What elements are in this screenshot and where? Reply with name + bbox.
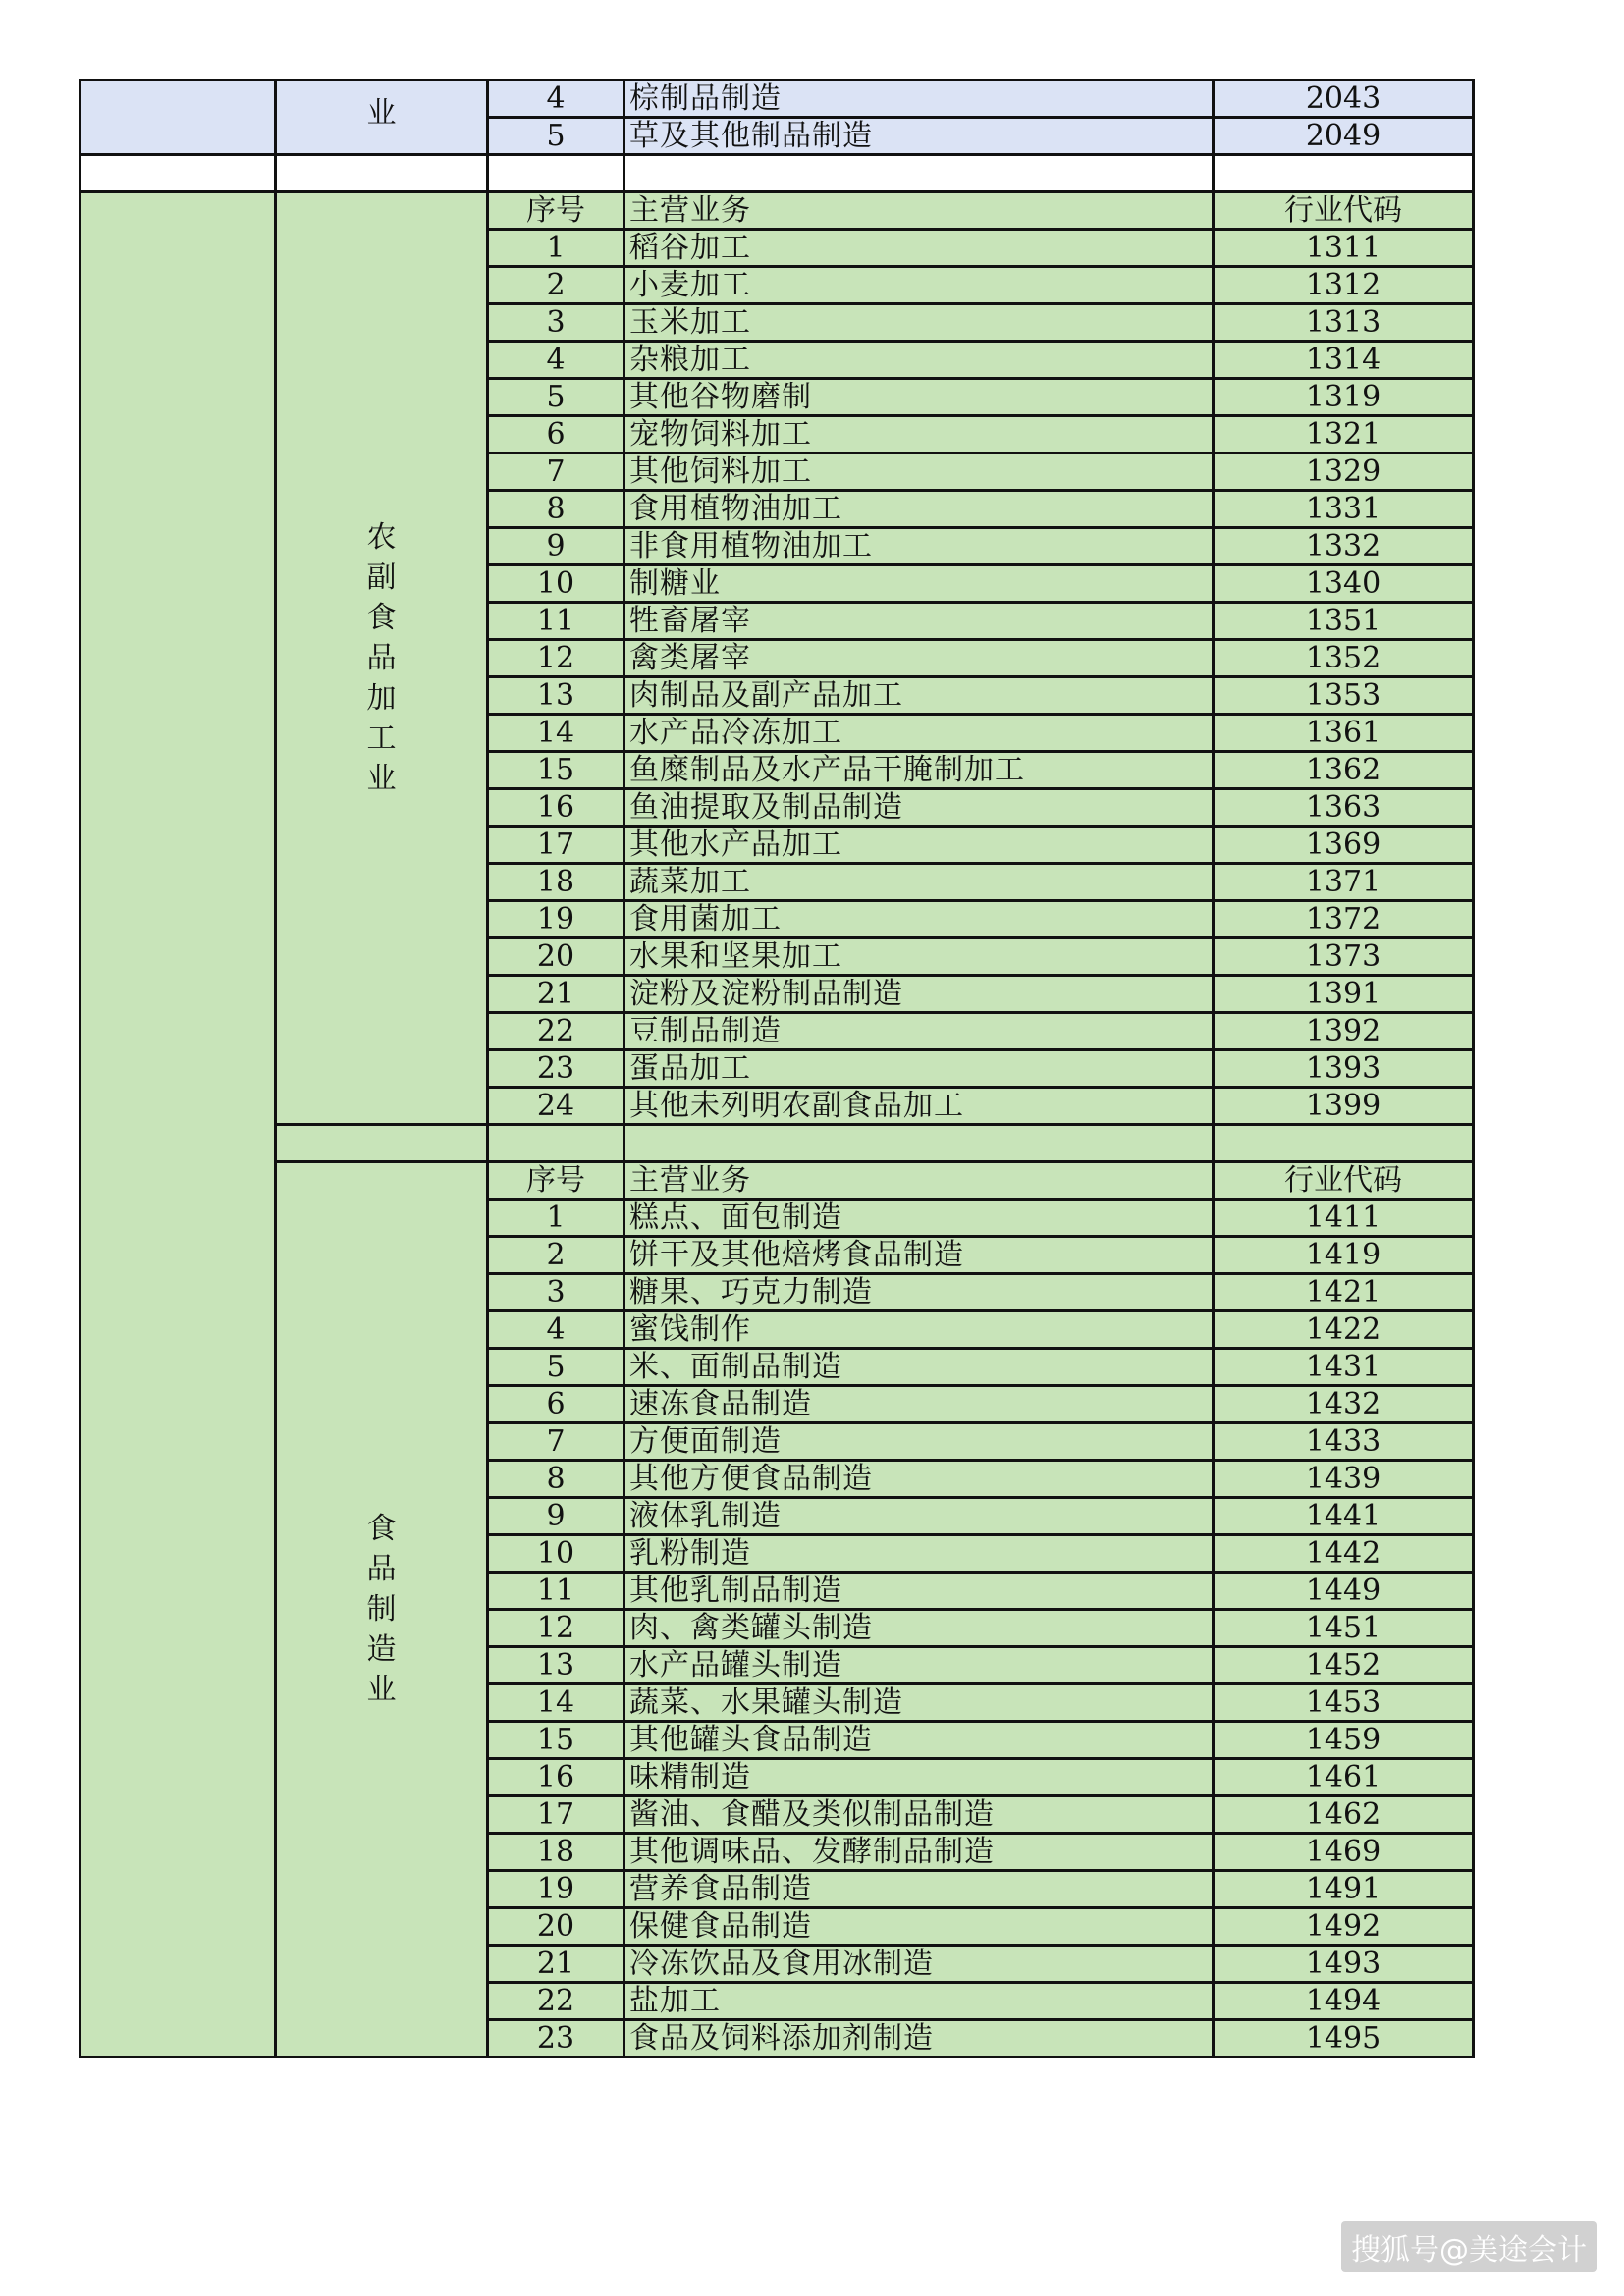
business-name: 牲畜屠宰 (624, 603, 1214, 640)
row-number: 5 (488, 118, 624, 155)
row-number: 18 (488, 1834, 624, 1871)
industry-code: 1462 (1214, 1796, 1474, 1834)
industry-code: 2043 (1214, 80, 1474, 118)
empty-cell (276, 1125, 488, 1162)
business-name: 蔬菜、水果罐头制造 (624, 1684, 1214, 1722)
row-number: 9 (488, 528, 624, 565)
industry-code: 1453 (1214, 1684, 1474, 1722)
business-name: 方便面制造 (624, 1423, 1214, 1461)
row-number: 22 (488, 1983, 624, 2020)
row-number: 6 (488, 416, 624, 454)
category-char: 制 (366, 1592, 397, 1627)
row-number: 7 (488, 454, 624, 491)
industry-code: 1311 (1214, 230, 1474, 267)
business-name: 玉米加工 (624, 304, 1214, 342)
row-number: 3 (488, 304, 624, 342)
industry-code: 1449 (1214, 1573, 1474, 1610)
business-name: 肉、禽类罐头制造 (624, 1610, 1214, 1647)
row-number: 16 (488, 789, 624, 827)
empty-cell (624, 155, 1214, 192)
row-number: 2 (488, 267, 624, 304)
business-name: 食用菌加工 (624, 901, 1214, 938)
separator-row (81, 155, 1474, 192)
industry-code: 1491 (1214, 1871, 1474, 1908)
row-number: 22 (488, 1013, 624, 1050)
business-name: 禽类屠宰 (624, 640, 1214, 677)
industry-code: 1459 (1214, 1722, 1474, 1759)
industry-code: 1432 (1214, 1386, 1474, 1423)
industry-code: 1332 (1214, 528, 1474, 565)
header-row (81, 192, 1474, 230)
watermark: 搜狐号@美途会计 (1341, 2221, 1597, 2272)
business-name: 糕点、面包制造 (624, 1200, 1214, 1237)
business-name: 宠物饲料加工 (624, 416, 1214, 454)
header-code: 行业代码 (1214, 1162, 1474, 1200)
row-number: 11 (488, 603, 624, 640)
row-number: 1 (488, 1200, 624, 1237)
industry-code: 1351 (1214, 603, 1474, 640)
business-name: 水产品冷冻加工 (624, 715, 1214, 752)
header-code: 行业代码 (1214, 192, 1474, 230)
row-number: 6 (488, 1386, 624, 1423)
business-name: 杂粮加工 (624, 342, 1214, 379)
business-name: 非食用植物油加工 (624, 528, 1214, 565)
business-name: 水产品罐头制造 (624, 1647, 1214, 1684)
row-number: 1 (488, 230, 624, 267)
row-number: 8 (488, 491, 624, 528)
industry-code: 1331 (1214, 491, 1474, 528)
category-char: 业 (366, 96, 397, 131)
row-number: 3 (488, 1274, 624, 1311)
business-name: 水果和坚果加工 (624, 938, 1214, 976)
business-name: 盐加工 (624, 1983, 1214, 2020)
industry-code: 1361 (1214, 715, 1474, 752)
industry-code: 1329 (1214, 454, 1474, 491)
industry-code: 1373 (1214, 938, 1474, 976)
row-number: 24 (488, 1088, 624, 1125)
business-name: 稻谷加工 (624, 230, 1214, 267)
empty-cell (488, 155, 624, 192)
row-number: 5 (488, 1349, 624, 1386)
row-number: 17 (488, 1796, 624, 1834)
category-char: 工 (366, 721, 397, 756)
industry-code: 1312 (1214, 267, 1474, 304)
row-number: 21 (488, 1946, 624, 1983)
row-number: 9 (488, 1498, 624, 1535)
business-name: 其他调味品、发酵制品制造 (624, 1834, 1214, 1871)
business-name: 液体乳制造 (624, 1498, 1214, 1535)
empty-cell (81, 155, 276, 192)
table-row (81, 80, 1474, 118)
business-name: 蔬菜加工 (624, 864, 1214, 901)
industry-code: 1321 (1214, 416, 1474, 454)
header-row (81, 1162, 1474, 1200)
industry-code: 1441 (1214, 1498, 1474, 1535)
industry-code: 1353 (1214, 677, 1474, 715)
header-no: 序号 (488, 1162, 624, 1200)
industry-code: 1492 (1214, 1908, 1474, 1946)
industry-code: 1439 (1214, 1461, 1474, 1498)
empty-cell (1214, 1125, 1474, 1162)
business-name: 其他罐头食品制造 (624, 1722, 1214, 1759)
row-number: 5 (488, 379, 624, 416)
empty-cell (1214, 155, 1474, 192)
business-name: 味精制造 (624, 1759, 1214, 1796)
industry-code: 1469 (1214, 1834, 1474, 1871)
business-name: 营养食品制造 (624, 1871, 1214, 1908)
industry-code: 1393 (1214, 1050, 1474, 1088)
business-name: 保健食品制造 (624, 1908, 1214, 1946)
industry-code: 1419 (1214, 1237, 1474, 1274)
separator-row (81, 1125, 1474, 1162)
business-name: 米、面制品制造 (624, 1349, 1214, 1386)
header-no: 序号 (488, 192, 624, 230)
industry-code: 1313 (1214, 304, 1474, 342)
row-number: 7 (488, 1423, 624, 1461)
category-char: 造 (366, 1632, 397, 1667)
category-char: 业 (366, 1673, 397, 1707)
row-number: 23 (488, 2020, 624, 2057)
row-number: 11 (488, 1573, 624, 1610)
industry-code: 1442 (1214, 1535, 1474, 1573)
business-name: 其他未列明农副食品加工 (624, 1088, 1214, 1125)
business-name: 其他饲料加工 (624, 454, 1214, 491)
business-name: 肉制品及副产品加工 (624, 677, 1214, 715)
business-name: 食用植物油加工 (624, 491, 1214, 528)
industry-code-table (79, 79, 1475, 2058)
business-name: 鱼油提取及制品制造 (624, 789, 1214, 827)
row-number: 20 (488, 938, 624, 976)
row-number: 10 (488, 1535, 624, 1573)
business-name: 小麦加工 (624, 267, 1214, 304)
business-name: 制糖业 (624, 565, 1214, 603)
industry-code: 1493 (1214, 1946, 1474, 1983)
row-number: 4 (488, 342, 624, 379)
industry-code: 1391 (1214, 976, 1474, 1013)
business-name: 酱油、食醋及类似制品制造 (624, 1796, 1214, 1834)
category-partial-glyph (277, 80, 486, 98)
empty-cell (624, 1125, 1214, 1162)
business-name: 糖果、巧克力制造 (624, 1274, 1214, 1311)
industry-code: 1363 (1214, 789, 1474, 827)
business-name: 淀粉及淀粉制品制造 (624, 976, 1214, 1013)
row-number: 8 (488, 1461, 624, 1498)
empty-cell (488, 1125, 624, 1162)
row-number: 14 (488, 1684, 624, 1722)
row-number: 13 (488, 677, 624, 715)
sector-cell (81, 80, 276, 155)
category-char: 品 (366, 641, 397, 675)
industry-code: 1431 (1214, 1349, 1474, 1386)
business-name: 食品及饲料添加剂制造 (624, 2020, 1214, 2057)
row-number: 19 (488, 901, 624, 938)
category-char: 加 (366, 681, 397, 716)
industry-code: 1494 (1214, 1983, 1474, 2020)
business-name: 其他方便食品制造 (624, 1461, 1214, 1498)
business-name: 冷冻饮品及食用冰制造 (624, 1946, 1214, 1983)
industry-code: 1340 (1214, 565, 1474, 603)
industry-code: 1392 (1214, 1013, 1474, 1050)
business-name: 草及其他制品制造 (624, 118, 1214, 155)
empty-cell (276, 155, 488, 192)
industry-code: 1371 (1214, 864, 1474, 901)
table-body (81, 80, 1474, 2057)
category-char: 副 (366, 561, 397, 595)
row-number: 13 (488, 1647, 624, 1684)
row-number: 21 (488, 976, 624, 1013)
industry-code: 1411 (1214, 1200, 1474, 1237)
row-number: 16 (488, 1759, 624, 1796)
row-number: 4 (488, 80, 624, 118)
industry-code: 1422 (1214, 1311, 1474, 1349)
industry-code: 1421 (1214, 1274, 1474, 1311)
row-number: 19 (488, 1871, 624, 1908)
header-name: 主营业务 (624, 1162, 1214, 1200)
business-name: 速冻食品制造 (624, 1386, 1214, 1423)
category-cell (276, 80, 488, 155)
category-char: 食 (366, 1512, 397, 1546)
industry-code: 1319 (1214, 379, 1474, 416)
row-number: 2 (488, 1237, 624, 1274)
category-cell (276, 192, 488, 1125)
header-name: 主营业务 (624, 192, 1214, 230)
row-number: 4 (488, 1311, 624, 1349)
row-number: 14 (488, 715, 624, 752)
row-number: 23 (488, 1050, 624, 1088)
row-number: 17 (488, 827, 624, 864)
row-number: 12 (488, 1610, 624, 1647)
row-number: 15 (488, 1722, 624, 1759)
business-name: 其他水产品加工 (624, 827, 1214, 864)
category-cell (276, 1162, 488, 2057)
category-char: 农 (366, 520, 397, 555)
industry-code: 1433 (1214, 1423, 1474, 1461)
business-name: 其他谷物磨制 (624, 379, 1214, 416)
business-name: 蛋品加工 (624, 1050, 1214, 1088)
industry-code: 1352 (1214, 640, 1474, 677)
industry-code: 1495 (1214, 2020, 1474, 2057)
industry-code: 1461 (1214, 1759, 1474, 1796)
row-number: 15 (488, 752, 624, 789)
sector-cell (81, 192, 276, 2057)
industry-code: 1362 (1214, 752, 1474, 789)
category-char: 食 (366, 601, 397, 635)
category-char: 业 (366, 762, 397, 796)
industry-code: 1369 (1214, 827, 1474, 864)
industry-code: 1314 (1214, 342, 1474, 379)
industry-code: 2049 (1214, 118, 1474, 155)
row-number: 10 (488, 565, 624, 603)
business-name: 蜜饯制作 (624, 1311, 1214, 1349)
business-name: 鱼糜制品及水产品干腌制加工 (624, 752, 1214, 789)
business-name: 乳粉制造 (624, 1535, 1214, 1573)
row-number: 12 (488, 640, 624, 677)
business-name: 棕制品制造 (624, 80, 1214, 118)
industry-code: 1452 (1214, 1647, 1474, 1684)
business-name: 豆制品制造 (624, 1013, 1214, 1050)
row-number: 20 (488, 1908, 624, 1946)
row-number: 18 (488, 864, 624, 901)
business-name: 其他乳制品制造 (624, 1573, 1214, 1610)
industry-code: 1399 (1214, 1088, 1474, 1125)
industry-code: 1451 (1214, 1610, 1474, 1647)
category-char: 品 (366, 1552, 397, 1586)
business-name: 饼干及其他焙烤食品制造 (624, 1237, 1214, 1274)
industry-code: 1372 (1214, 901, 1474, 938)
